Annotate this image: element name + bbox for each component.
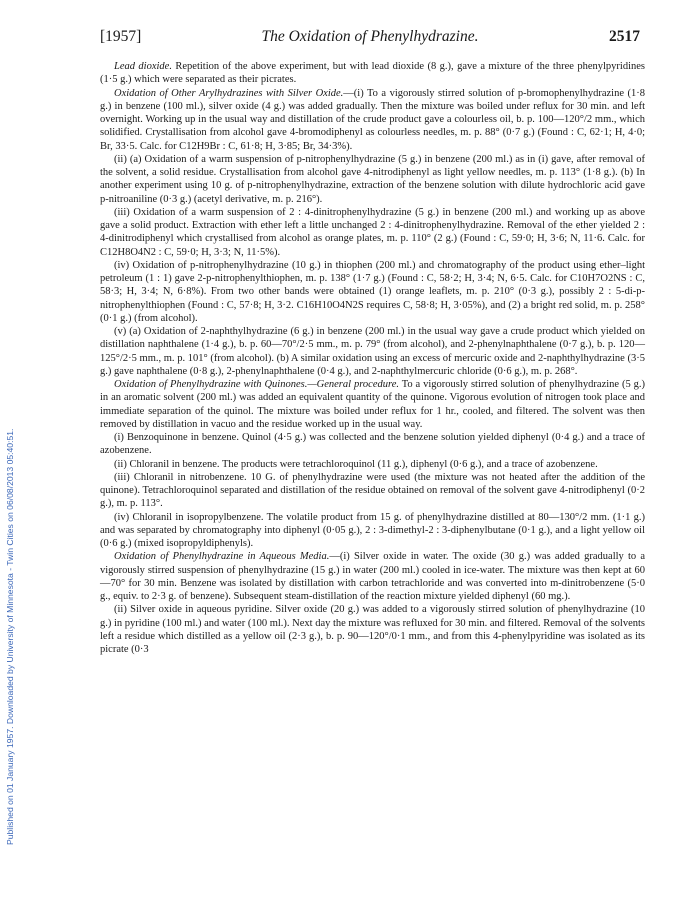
paragraph-text: —(i) To a vigorously stirred solution of p-bromophenylhydrazine (1·8 g.) in benzene (100 ml.), silver oxide (4 g.) was added gradually. Then the mixture was boiled under reflux for 30 min. and left overnight. Working up in the usual way and distillation of the crude product gave a colourless oil, b. p. 100—120°/2 mm., which solidified. Crystallisation from alcohol gave 4-bromodiphenyl as colourless needles, m. p. 88° (0·7 g.) (Found : C, 62·1; H, 4·0; Br, 33·5. Calc. for C12H9Br : C, 61·8; H, 3·85; Br, 34·3%). xyxy=(100,87,645,152)
header-page-number: 2517 xyxy=(609,28,640,45)
paragraph-aqueous-pyridine xyxy=(100,603,645,656)
paragraph-v xyxy=(100,325,645,378)
paragraph-heading: Oxidation of Phenylhydrazine in Aqueous Media. xyxy=(114,551,330,563)
paragraph-text: (iii) Chloranil in nitrobenzene. 10 G. of phenylhydrazine were used (the mixture was not heated after the addition of the quinone). Tetrachloroquinol separated and distillation of the residue obtained on removal of the solvent gave 4-nitrodiphenyl (0·2 g.), m. p. 113°. xyxy=(100,471,645,510)
header-title: The Oxidation of Phenylhydrazine. xyxy=(261,28,479,45)
running-header xyxy=(100,28,640,50)
paragraph-text: (iv) Oxidation of p-nitrophenylhydrazine (10 g.) in thiophen (200 ml.) and chromatography of the product using ether–light petroleum (1 : 1) gave 2-p-nitrophenylthiophen, m. p. 138° (1·7 g.) (Found : C, 58·2; H, 3·4; N, 6·5. Calc. for C10H7O2NS : C, 58·3; H, 3·4; N, 6·8%). From two other bands were obtained (1) orange leaflets, m. p. 210° (0·3 g.), possibly 2 : 5-di-p-nitrophenylthiophen (Found : C, 57·8; H, 3·2. C16H10O4N2S requires C, 58·8; H, 3·05%), and (2) a bright red solid, m. p. 258° (0·1 g.) (from alcohol). xyxy=(100,259,645,324)
paragraph-arylhydrazines xyxy=(100,87,645,153)
paragraph-text: (ii) (a) Oxidation of a warm suspension of p-nitrophenylhydrazine (5 g.) in benzene (200 ml.) as in (i) gave, after removal of the solvent, a solid residue. Crystallisation from alcohol gave 4-nitrodiphenyl as light yellow needles, m. p. 113° (1·8 g.). (b) In another experiment using 10 g. of p-nitrophenylhydrazine, extraction of the benzene solution with dilute hydrochloric acid gave p-nitroaniline (0·3 g.) (acetyl derivative, m. p. 216°). xyxy=(100,153,645,205)
paragraph-text: (iv) Chloranil in isopropylbenzene. The volatile product from 15 g. of phenylhydrazine distilled at 80—130°/2 mm. (1·1 g.) and was separated by chromatography into diphenyl (0·05 g.), 2 : 3-dimethyl-2 : 3-diphenylbutane (0·1 g.), and a light yellow oil (0·6 g.) (mixed isopropyldiphenyls). xyxy=(100,511,645,549)
paragraph-heading: Oxidation of Phenylhydrazine with Quinones.—General procedure. xyxy=(114,379,399,390)
article-body xyxy=(100,60,645,656)
paragraph-heading: Oxidation of Other Arylhydrazines with Silver Oxide. xyxy=(114,87,344,99)
paragraph-ii xyxy=(100,153,645,206)
paragraph-chloranil-benzene xyxy=(100,458,645,471)
paragraph-heading: Lead dioxide. xyxy=(114,61,172,72)
side-note-text: Published on 01 January 1957. Downloaded by University of Minnesota - Twin Cities on 06/08/2013 05:40:51. xyxy=(5,428,15,845)
paragraph-chloranil-isopropylbenzene xyxy=(100,511,645,551)
paragraph-iv xyxy=(100,259,645,325)
paragraph-iii xyxy=(100,206,645,259)
paragraph-text: To a vigorously stirred solution of phenylhydrazine (5 g.) in an aromatic solvent (200 ml.) was added an equivalent quantity of the quinone. Vigorous evolution of nitrogen took place and immediate separation of the quinol. The mixture was boiled under reflux for 1 hr., cooled, and filtered. The solvent was then removed by distillation in vacuo and the residue worked up in the usual way. xyxy=(100,379,645,430)
publication-side-note xyxy=(3,70,17,850)
paragraph-text: (iii) Oxidation of a warm suspension of 2 : 4-dinitrophenylhydrazine (5 g.) in benzene (200 ml.) and working up as above gave a solid product. Extraction with ether left a little unchanged 2 : 4-dinitrophenylhydrazine. Removal of the ether yielded 2 : 4-dinitrodiphenyl which crystallised from alcohol as orange plates, m. p. 110° (2 g.) (Found : C, 59·0; H, 3·6; N, 11·6. Calc. for C12H8O4N2 : C, 59·0; H, 3·3; N, 11·5%). xyxy=(100,206,645,258)
paragraph-text: (v) (a) Oxidation of 2-naphthylhydrazine (6 g.) in benzene (200 ml.) in the usual way gave a crude product which yielded on distillation naphthalene (1·4 g.), b. p. 60—70°/2·5 mm., m. p. 79° (from alcohol), and 2-phenylnaphthalene (0·7 g.), b. p. 120—125°/2·5 mm., m. p. 101° (from alcohol). (b) A similar oxidation using an excess of mercuric oxide and 2-naphthylhydrazine (3·5 g.) gave naphthalene (0·8 g.), 2-phenylnaphthalene (0·4 g.), and 2-naphthylmercuric chloride (0·6 g.), m. p. 268°. xyxy=(100,326,645,377)
paragraph-aqueous-media xyxy=(100,550,645,603)
paragraph-lead-dioxide xyxy=(100,60,645,87)
paragraph-text: —(i) Silver oxide in water. The oxide (30 g.) was added gradually to a vigorously stirred suspension of phenylhydrazine (15 g.) in water (200 ml.) cooled in ice-water. The mixture was then kept at 60—70° for 30 min. Benzene was isolated by distillation with carbon tetrachloride and was converted into m-dinitrobenzene (5·0 g., equiv. to 2·3 g. of benzene). Subsequent steam-distillation of the reaction mixture yielded diphenyl (60 mg.). xyxy=(100,551,646,602)
paragraph-text: (ii) Chloranil in benzene. The products were tetrachloroquinol (11 g.), diphenyl (0·6 g.), and a trace of azobenzene. xyxy=(114,458,598,470)
paragraph-chloranil-nitrobenzene xyxy=(100,471,645,511)
paragraph-text: (i) Benzoquinone in benzene. Quinol (4·5 g.) was collected and the benzene solution yielded diphenyl (0·4 g.) and a trace of azobenzene. xyxy=(100,432,645,457)
paragraph-text: Repetition of the above experiment, but with lead dioxide (8 g.), gave a mixture of the three phenylpyridines (1·5 g.) which were separated as their picrates. xyxy=(100,61,645,86)
paragraph-text: (ii) Silver oxide in aqueous pyridine. Silver oxide (20 g.) was added to a vigorously stirred solution of phenylhydrazine (10 g.) in pyridine (100 ml.) and water (100 ml.). Next day the mixture was refluxed for 30 min. and filtered. Removal of the solvents left a residue which distilled as a yellow oil (2·3 g.), b. p. 90—120°/0·1 mm., and from this 4-phenylpyridine was isolated as its picrate (0·3 xyxy=(100,604,645,655)
paragraph-quinones xyxy=(100,378,645,431)
header-year: [1957] xyxy=(100,28,142,45)
paragraph-benzoquinone xyxy=(100,431,645,458)
